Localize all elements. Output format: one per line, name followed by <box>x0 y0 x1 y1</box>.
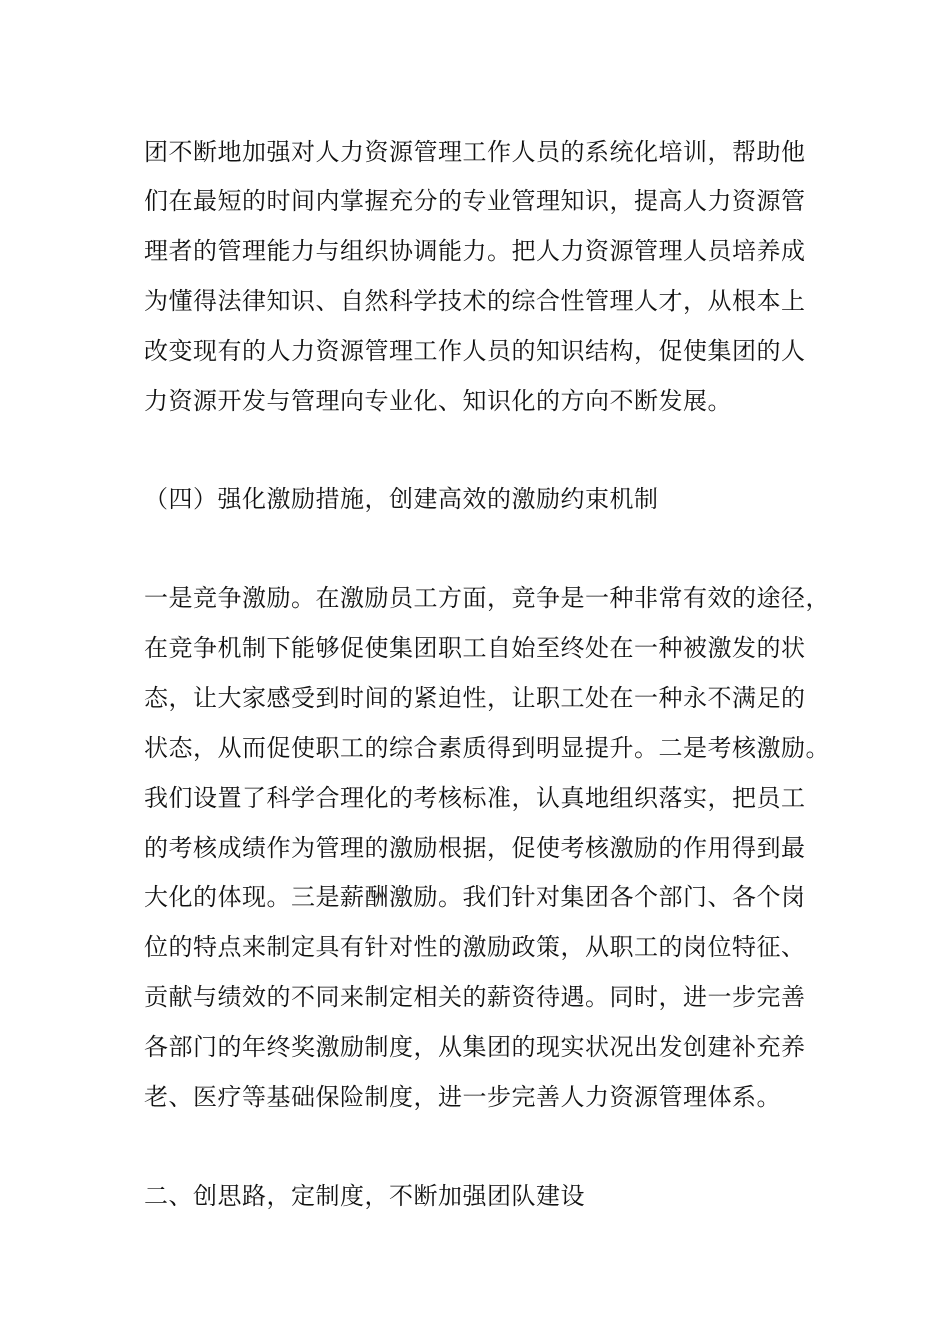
paragraph-2-line-6: 的考核成绩作为管理的激励根据，促使考核激励的作用得到最 <box>144 834 806 862</box>
paragraph-2-line-8: 位的特点来制定具有针对性的激励政策，从职工的岗位特征、 <box>144 933 806 961</box>
paragraph-2-line-5: 我们设置了科学合理化的考核标准，认真地组织落实，把员工 <box>144 784 806 812</box>
paragraph-1-line-2: 们在最短的时间内掌握充分的专业管理知识，提高人力资源管 <box>144 187 806 215</box>
paragraph-2-line-1: 一是竞争激励。在激励员工方面，竞争是一种非常有效的途径， <box>144 584 830 612</box>
paragraph-2-line-11: 老、医疗等基础保险制度，进一步完善人力资源管理体系。 <box>144 1083 781 1111</box>
paragraph-1-line-4: 为懂得法律知识、自然科学技术的综合性管理人才，从根本上 <box>144 287 806 315</box>
paragraph-2-line-2: 在竞争机制下能够促使集团职工自始至终处在一种被激发的状 <box>144 634 806 662</box>
paragraph-2-line-3: 态，让大家感受到时间的紧迫性，让职工处在一种永不满足的 <box>144 684 806 712</box>
paragraph-2-line-7: 大化的体现。三是薪酬激励。我们针对集团各个部门、各个岗 <box>144 883 806 911</box>
paragraph-1-line-3: 理者的管理能力与组织协调能力。把人力资源管理人员培养成 <box>144 237 806 265</box>
paragraph-1-line-5: 改变现有的人力资源管理工作人员的知识结构，促使集团的人 <box>144 337 806 365</box>
paragraph-2-line-9: 贡献与绩效的不同来制定相关的薪资待遇。同时，进一步完善 <box>144 983 806 1011</box>
paragraph-1-line-1: 团不断地加强对人力资源管理工作人员的系统化培训，帮助他 <box>144 138 806 166</box>
paragraph-2-line-4: 状态，从而促使职工的综合素质得到明显提升。二是考核激励。 <box>144 734 830 762</box>
paragraph-1-line-6: 力资源开发与管理向专业化、知识化的方向不断发展。 <box>144 387 732 415</box>
paragraph-2-line-10: 各部门的年终奖激励制度，从集团的现实状况出发创建补充养 <box>144 1033 806 1061</box>
section-heading-2: 二、创思路，定制度，不断加强团队建设 <box>144 1182 585 1210</box>
section-heading-4: （四）强化激励措施，创建高效的激励约束机制 <box>144 485 659 513</box>
